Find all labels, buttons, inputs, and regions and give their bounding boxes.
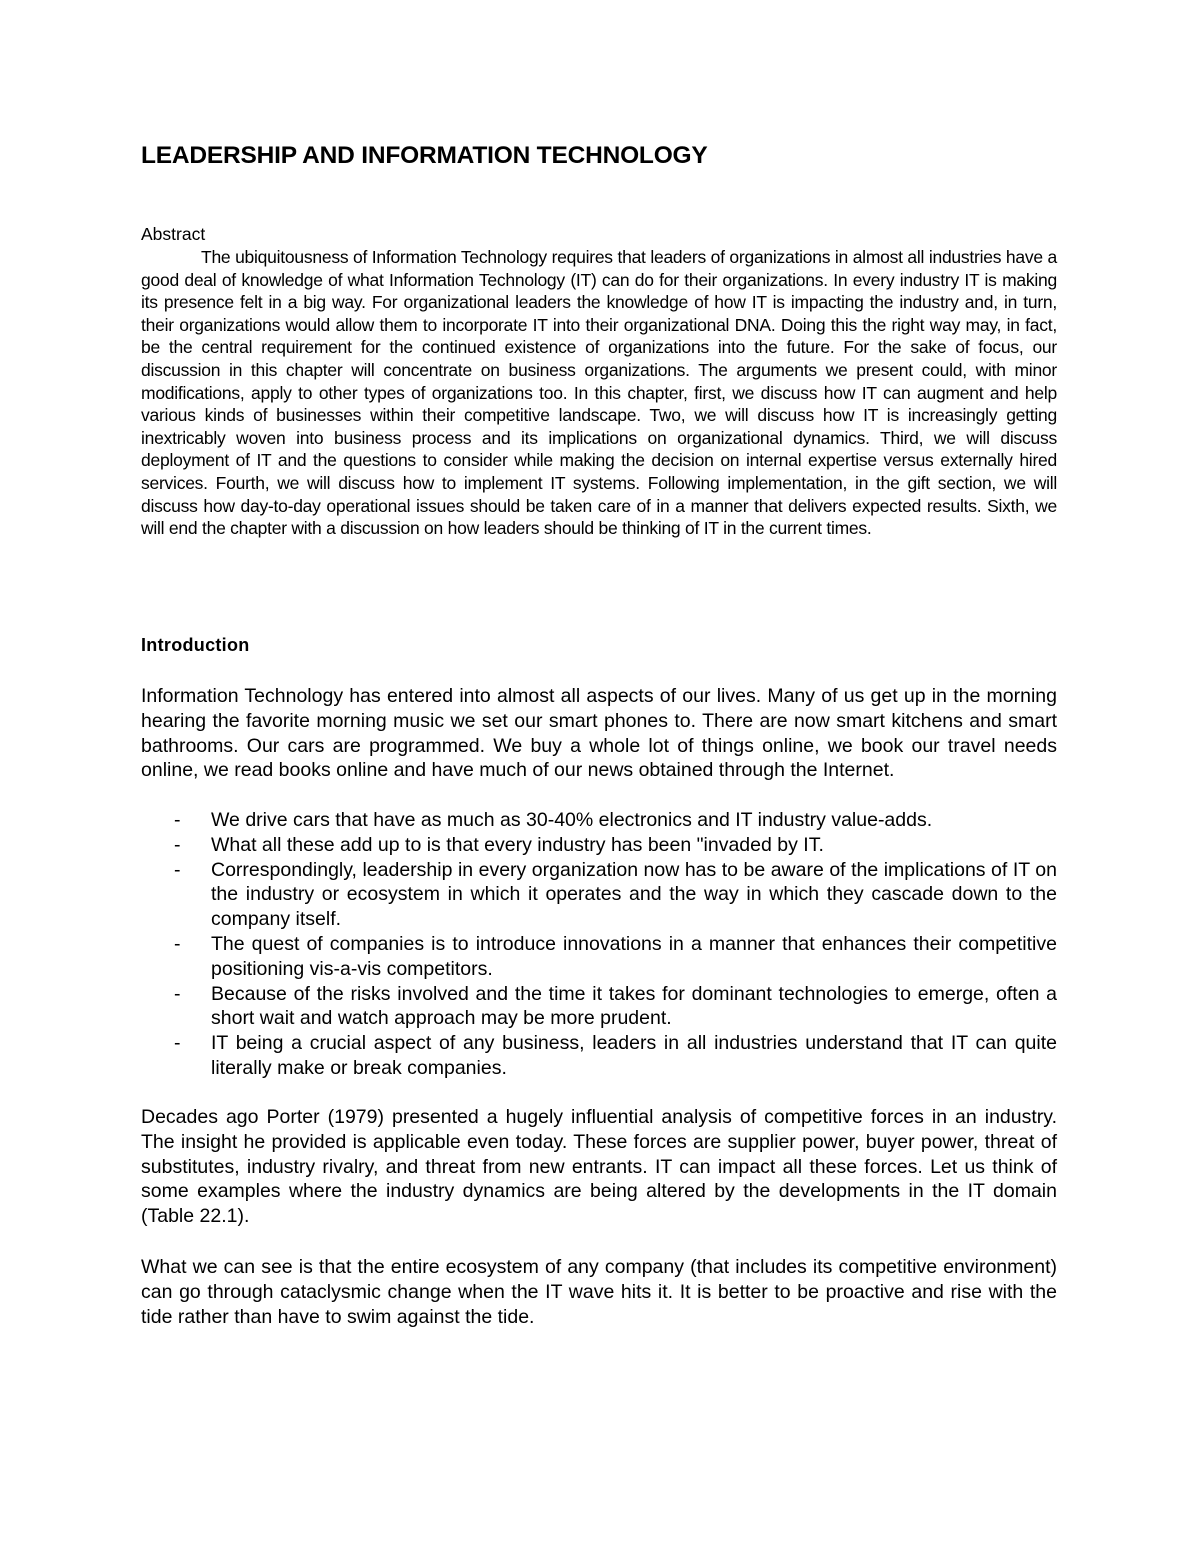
list-item-text: Because of the risks involved and the time it takes for dominant technologies to emerge, often a short wait and watch approach may be more prudent. — [211, 982, 1057, 1030]
list-item-text: Correspondingly, leadership in every organization now has to be aware of the implications of IT on the industry or ecosystem in which it operates and the way in which they cascade down to the company itself. — [211, 858, 1057, 931]
document-title: LEADERSHIP AND INFORMATION TECHNOLOGY — [141, 142, 708, 169]
bullet-dash: - — [174, 982, 181, 1005]
list-item — [141, 1031, 1057, 1081]
bullet-dash: - — [174, 858, 181, 881]
bullet-dash: - — [174, 809, 181, 831]
list-item — [141, 858, 1057, 932]
porter-paragraph: Decades ago Porter (1979) presented a hugely influential analysis of competitive forces in an industry. The insight he provided is applicable even today. These forces are supplier power, buyer power, threat of substitutes, industry rivalry, and threat from new entrants. IT can impact all these forces. Let us think of some examples where the industry dynamics are being altered by the developments in the IT domain (Table 22.1). — [141, 1106, 1057, 1228]
bullet-dash: - — [174, 1032, 181, 1055]
abstract-text: The ubiquitousness of Information Technology requires that leaders of organizations in almost all industries have a good deal of knowledge of what Information Technology (IT) can do for their organizations. In every industry IT is making its presence felt in a big way. For organizational leaders the knowledge of how IT is impacting the industry and, in turn, their organizations would allow them to incorporate IT into their organizational DNA. Doing this the right way may, in fact, be the central requirement for the continued existence of organizations into the future. For the sake of focus, our discussion in this chapter will concentrate on business organizations. The arguments we present could, with minor modifications, apply to other types of organizations too. In this chapter, first, we discuss how IT can augment and help various kinds of businesses within their competitive landscape. Two, we will discuss how IT is increasingly getting inextricably woven into business process and its implications on organizational dynamics. Third, we will discuss deployment of IT and the questions to consider while making the decision on internal expertise versus externally hired services. Fourth, we will discuss how to implement IT systems. Following implementation, in the gift section, we will discuss how day-to-day operational issues should be taken care of in a manner that delivers expected results. Sixth, we will end the chapter with a discussion on how leaders should be thinking of IT in the current times. — [141, 247, 1057, 539]
bullet-list — [141, 808, 1057, 1081]
list-item — [141, 808, 1057, 833]
list-item — [141, 932, 1057, 982]
list-item-text: IT being a crucial aspect of any business, leaders in all industries understand that IT can quite literally make or break companies. — [211, 1032, 1057, 1079]
list-item — [141, 833, 1057, 858]
bullet-dash: - — [174, 833, 181, 856]
list-item-text: What all these add up to is that every industry has been "invaded by IT. — [211, 833, 824, 856]
list-item-text: We drive cars that have as much as 30-40% electronics and IT industry value-adds. — [211, 809, 933, 831]
introduction-paragraph: Information Technology has entered into almost all aspects of our lives. Many of us get up in the morning hearing the favorite morning music we set our smart phones to. There are now smart kitchens and smart bathrooms. Our cars are programmed. We buy a whole lot of things online, we book our travel needs online, we read books online and have much of our news obtained through the Internet. — [141, 685, 1057, 782]
closing-paragraph: What we can see is that the entire ecosystem of any company (that includes its competitive environment) can go through cataclysmic change when the IT wave hits it. It is better to be proactive and rise with the tide rather than have to swim against the tide. — [141, 1256, 1057, 1328]
abstract-label: Abstract — [141, 224, 206, 244]
introduction-heading: Introduction — [141, 635, 250, 655]
list-item-text: The quest of companies is to introduce innovations in a manner that enhances their competitive positioning vis-a-vis competitors. — [211, 932, 1057, 980]
bullet-dash: - — [174, 932, 181, 955]
list-item — [141, 982, 1057, 1032]
